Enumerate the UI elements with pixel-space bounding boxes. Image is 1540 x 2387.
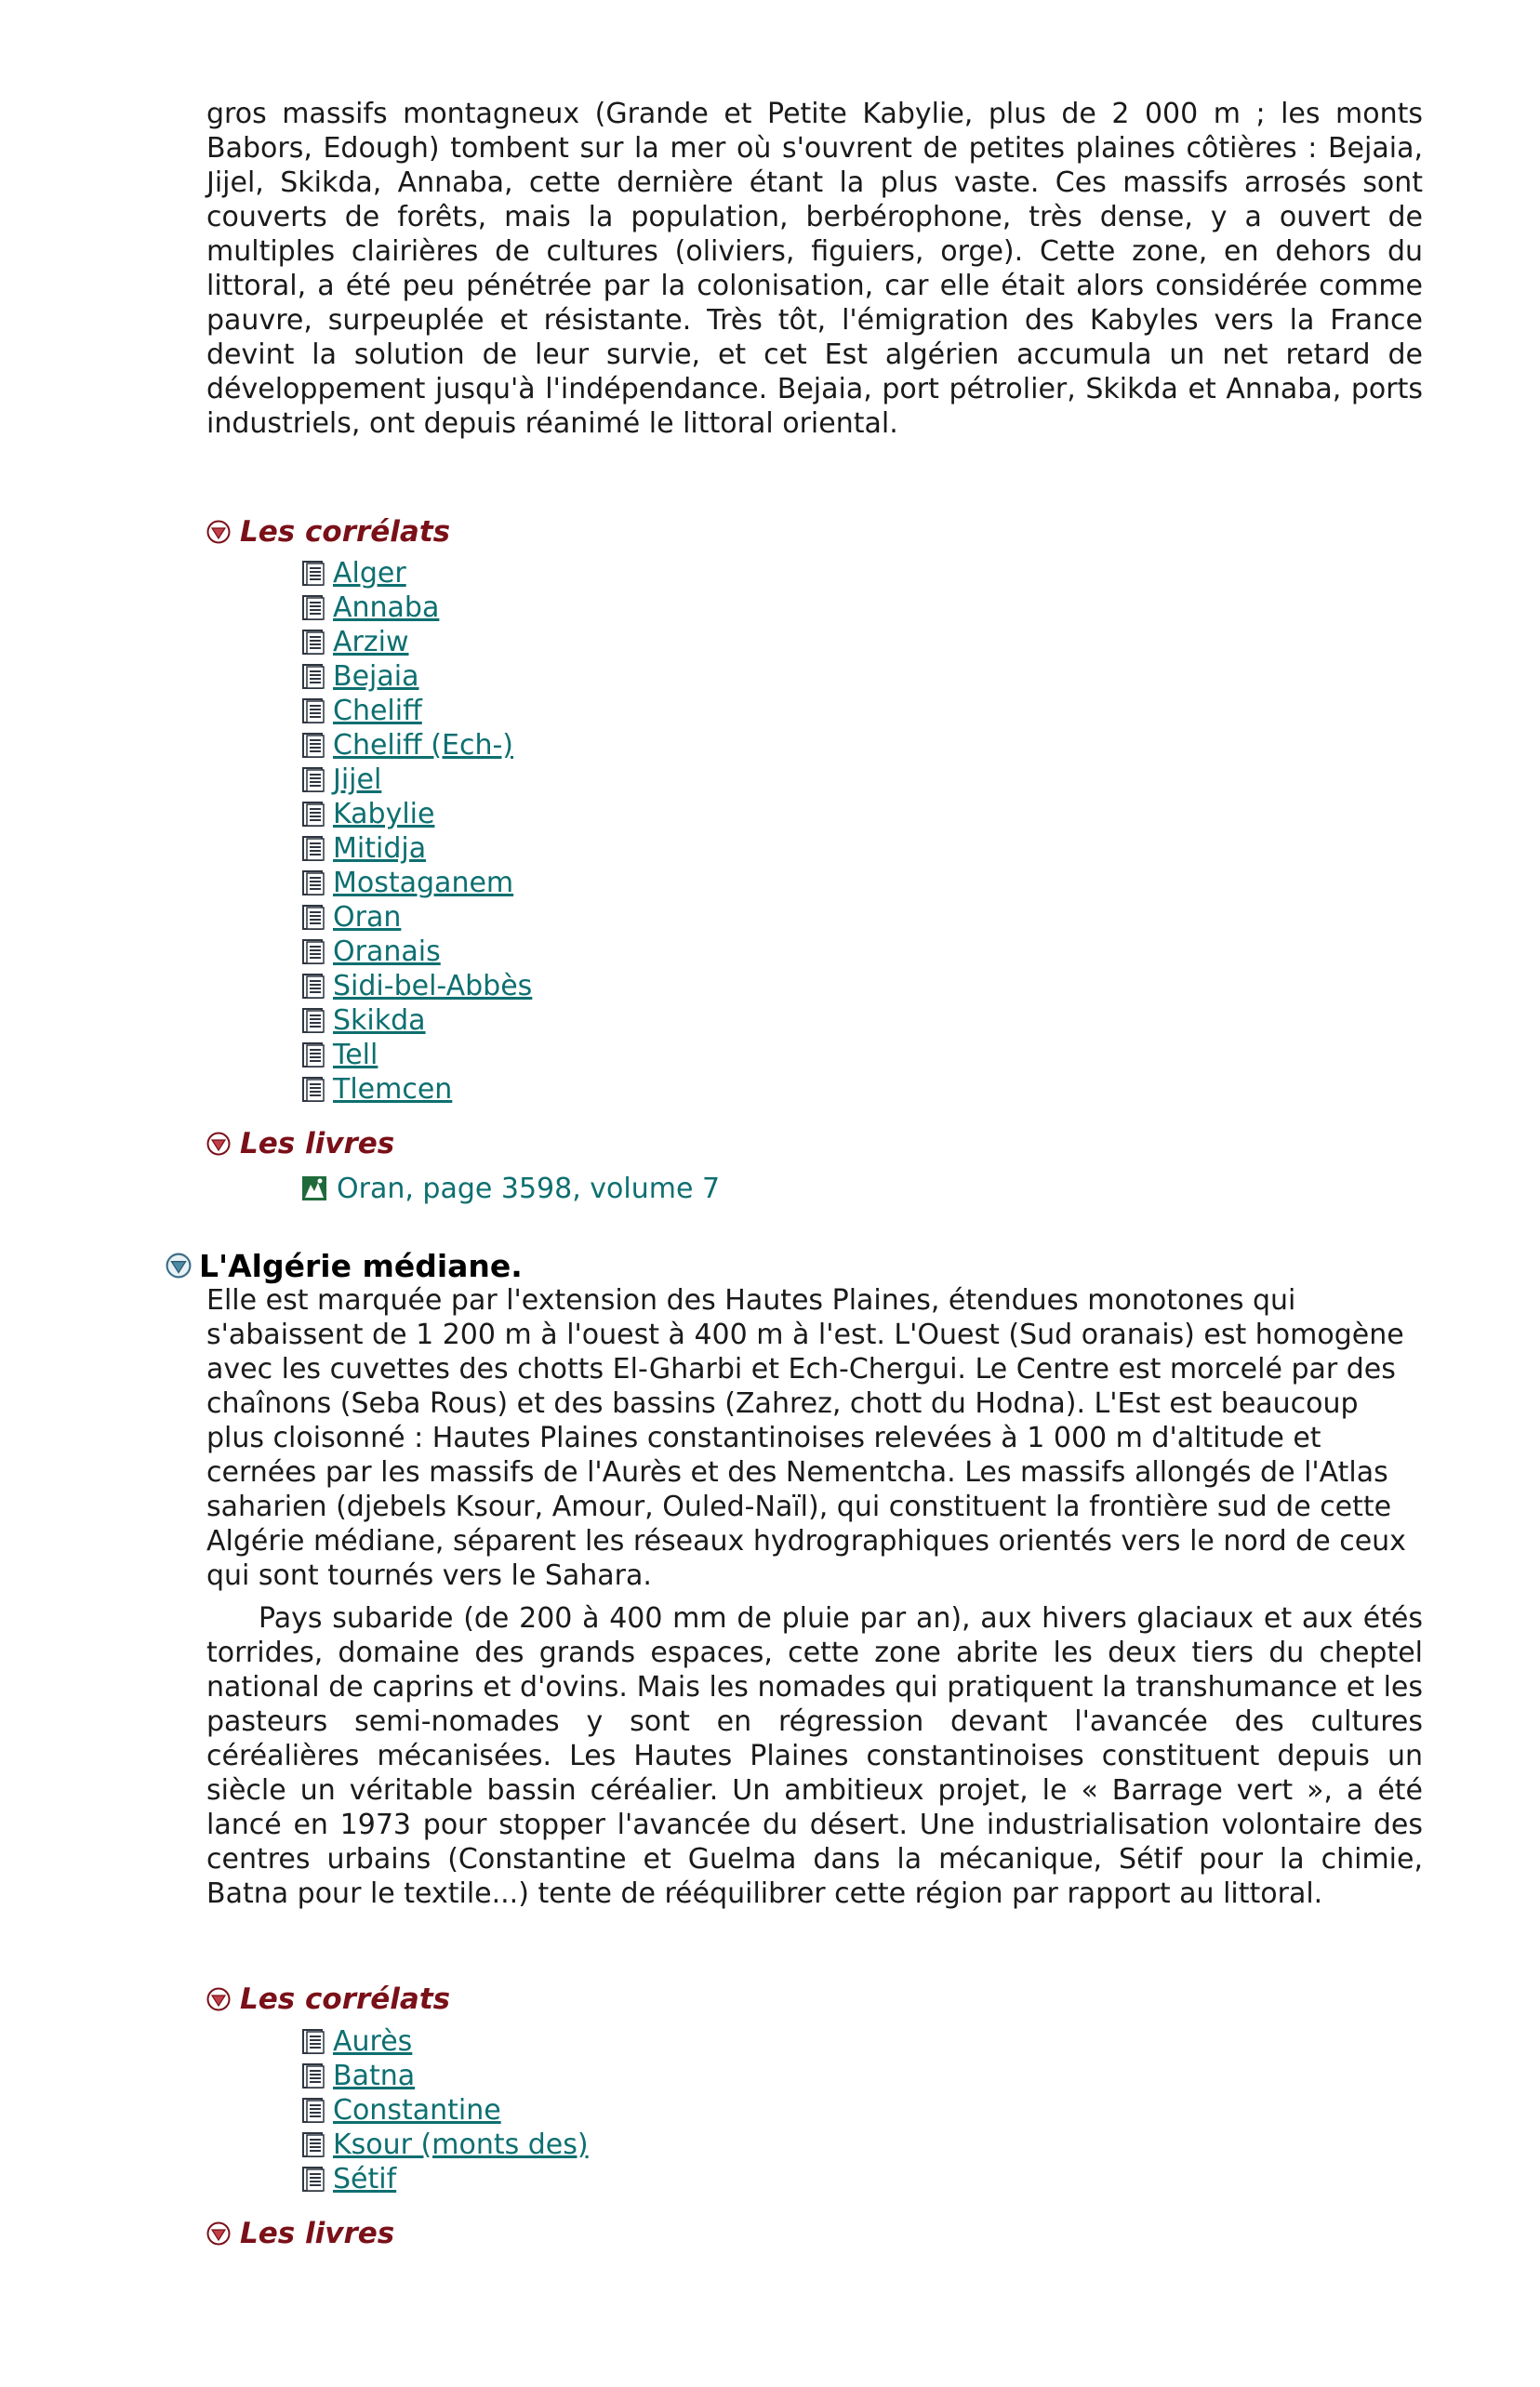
section-toggle-icon[interactable] xyxy=(166,1253,192,1279)
correlat-link-bejaia[interactable]: Bejaia xyxy=(333,660,419,693)
list-item xyxy=(301,556,532,590)
list-item xyxy=(301,2059,589,2093)
document-icon xyxy=(301,733,325,759)
document-icon xyxy=(301,2167,325,2193)
document-icon xyxy=(301,939,325,965)
livres-title-2: Les livres xyxy=(240,2217,395,2250)
livres-title: Les livres xyxy=(240,1127,395,1160)
list-item xyxy=(301,797,532,831)
list-item xyxy=(301,2093,589,2128)
document-icon xyxy=(301,767,325,793)
list-item xyxy=(301,1072,532,1107)
document-icon xyxy=(301,870,325,896)
correlat-link-constantine[interactable]: Constantine xyxy=(333,2094,501,2127)
correlat-link-jijel[interactable]: Jijel xyxy=(333,763,382,796)
correlat-link-oran[interactable]: Oran xyxy=(333,901,402,934)
list-item xyxy=(301,969,532,1003)
book-image-icon xyxy=(301,1175,327,1201)
document-icon xyxy=(301,698,325,724)
book-reference-label: Oran, page 3598, volume 7 xyxy=(337,1172,721,1205)
correlat-link-setif[interactable]: Sétif xyxy=(333,2163,397,2195)
section-heading xyxy=(166,1246,523,1285)
list-item xyxy=(301,1038,532,1072)
correlats-title: Les corrélats xyxy=(240,515,451,549)
document-icon xyxy=(301,595,325,621)
correlat-link-ksour[interactable]: Ksour (monts des) xyxy=(333,2128,589,2161)
list-item xyxy=(301,694,532,728)
correlat-link-aures[interactable]: Aurès xyxy=(333,2025,413,2058)
document-icon xyxy=(301,974,325,1000)
section-arrow-icon xyxy=(206,1132,231,1156)
list-item xyxy=(301,763,532,797)
correlat-link-kabylie[interactable]: Kabylie xyxy=(333,798,435,830)
document-icon xyxy=(301,2029,325,2055)
list-item xyxy=(301,625,532,659)
section-heading-text: L'Algérie médiane. xyxy=(199,1247,523,1284)
correlat-link-cheliff[interactable]: Cheliff xyxy=(333,695,422,727)
document-icon xyxy=(301,561,325,587)
list-item xyxy=(301,1003,532,1038)
correlat-link-skikda[interactable]: Skikda xyxy=(333,1004,426,1037)
book-reference[interactable] xyxy=(301,1170,720,1207)
correlat-link-mostaganem[interactable]: Mostaganem xyxy=(333,867,514,899)
list-item xyxy=(301,2024,589,2059)
section-arrow-icon xyxy=(206,2221,231,2246)
intro-paragraph: gros massifs montagneux (Grande et Petite Kabylie, plus de 2 000 m ; les monts Babors, Edough) tombent sur la mer où s'ouvrent de petites plaines côtières : Bejaia, Jijel, Skikda, Annaba, cette dernière étant la plus vaste. Ces massifs arrosés sont couverts de forêts, mais la population, berbérophone, très dense, y a ouvert de multiples clairières de cultures (oliviers, figuiers, orge). Cette zone, en dehors du littoral, a été peu pénétrée par la colonisation, car elle était alors considérée comme pauvre, surpeuplée et résistante. Très tôt, l'émigration des Kabyles vers la France devint la solution de leur survie, et cet Est algérien accumula un net retard de développement jusqu'à l'indépendance. Bejaia, port pétrolier, Skikda et Annaba, ports industriels, ont depuis réanimé le littoral oriental. xyxy=(206,98,1423,440)
list-item xyxy=(301,2162,589,2196)
correlat-link-annaba[interactable]: Annaba xyxy=(333,591,440,624)
correlat-link-tell[interactable]: Tell xyxy=(333,1039,378,1071)
section-arrow-icon xyxy=(206,1987,231,2011)
correlat-link-sidi-bel-abbes[interactable]: Sidi-bel-Abbès xyxy=(333,970,533,1002)
paragraph-2: Pays subaride (de 200 à 400 mm de pluie par an), aux hivers glaciaux et aux étés torrides, domaine des grands espaces, cette zone abrite les deux tiers du cheptel national de caprins et d'ovins. Mais les nomades qui pratiquent la transhumance et les pasteurs semi-nomades y sont en régression devant l'avancée des cultures céréalières mécanisées. Les Hautes Plaines constantinoises constituent depuis un siècle un véritable bassin céréalier. Un ambitieux projet, le « Barrage vert », a été lancé en 1973 pour stopper l'avancée du désert. Une industrialisation volontaire des centres urbains (Constantine et Guelma dans la mécanique, Sétif pour la chimie, Batna pour le textile...) tente de rééquilibrer cette région par rapport au littoral. xyxy=(206,1602,1423,1910)
document-icon xyxy=(301,1042,325,1068)
livres-heading-2 xyxy=(206,2215,394,2252)
correlat-link-alger[interactable]: Alger xyxy=(333,557,406,590)
document-icon xyxy=(301,1008,325,1034)
document-icon xyxy=(301,802,325,828)
correlat-link-cheliff-ech[interactable]: Cheliff (Ech-) xyxy=(333,729,513,762)
section-arrow-icon xyxy=(206,520,231,544)
correlats-heading-2 xyxy=(206,1981,450,2018)
livres-heading xyxy=(206,1125,394,1162)
list-item xyxy=(301,831,532,866)
correlat-link-mitidja[interactable]: Mitidja xyxy=(333,832,427,865)
document-icon xyxy=(301,1077,325,1103)
list-item xyxy=(301,2128,589,2162)
document-icon xyxy=(301,2098,325,2124)
correlats-list-2 xyxy=(301,2024,589,2196)
document-icon xyxy=(301,2132,325,2158)
document-icon xyxy=(301,630,325,656)
list-item xyxy=(301,728,532,763)
paragraph-1: Elle est marquée par l'extension des Hautes Plaines, étendues monotones qui s'abaissent de 1 200 m à l'ouest à 400 m à l'est. L'Ouest (Sud oranais) est homogène avec les cuvettes des chotts El-Gharbi et Ech-Chergui. Le Centre est morcelé par des chaînons (Seba Rous) et des bassins (Zahrez, chott du Hodna). L'Est est beaucoup plus cloisonné : Hautes Plaines constantinoises relevées à 1 000 m d'altitude et cernées par les massifs de l'Aurès et des Nementcha. Les massifs allongés de l'Atlas saharien (djebels Ksour, Amour, Ouled-Naïl), qui constituent la frontière sud de cette Algérie médiane, séparent les réseaux hydrographiques orientés vers le nord de ceux qui sont tournés vers le Sahara. xyxy=(206,1284,1406,1592)
document-icon xyxy=(301,836,325,862)
document-icon xyxy=(301,2063,325,2089)
list-item xyxy=(301,659,532,694)
correlats-heading xyxy=(206,513,450,550)
list-item xyxy=(301,935,532,969)
document-icon xyxy=(301,905,325,931)
correlat-link-batna[interactable]: Batna xyxy=(333,2060,416,2092)
correlat-link-oranais[interactable]: Oranais xyxy=(333,935,441,968)
correlat-link-tlemcen[interactable]: Tlemcen xyxy=(333,1073,453,1106)
correlats-title-2: Les corrélats xyxy=(240,1983,451,2016)
list-item xyxy=(301,900,532,935)
document-icon xyxy=(301,664,325,690)
list-item xyxy=(301,590,532,625)
correlats-list xyxy=(301,556,532,1107)
correlat-link-arziw[interactable]: Arziw xyxy=(333,626,409,658)
list-item xyxy=(301,866,532,900)
